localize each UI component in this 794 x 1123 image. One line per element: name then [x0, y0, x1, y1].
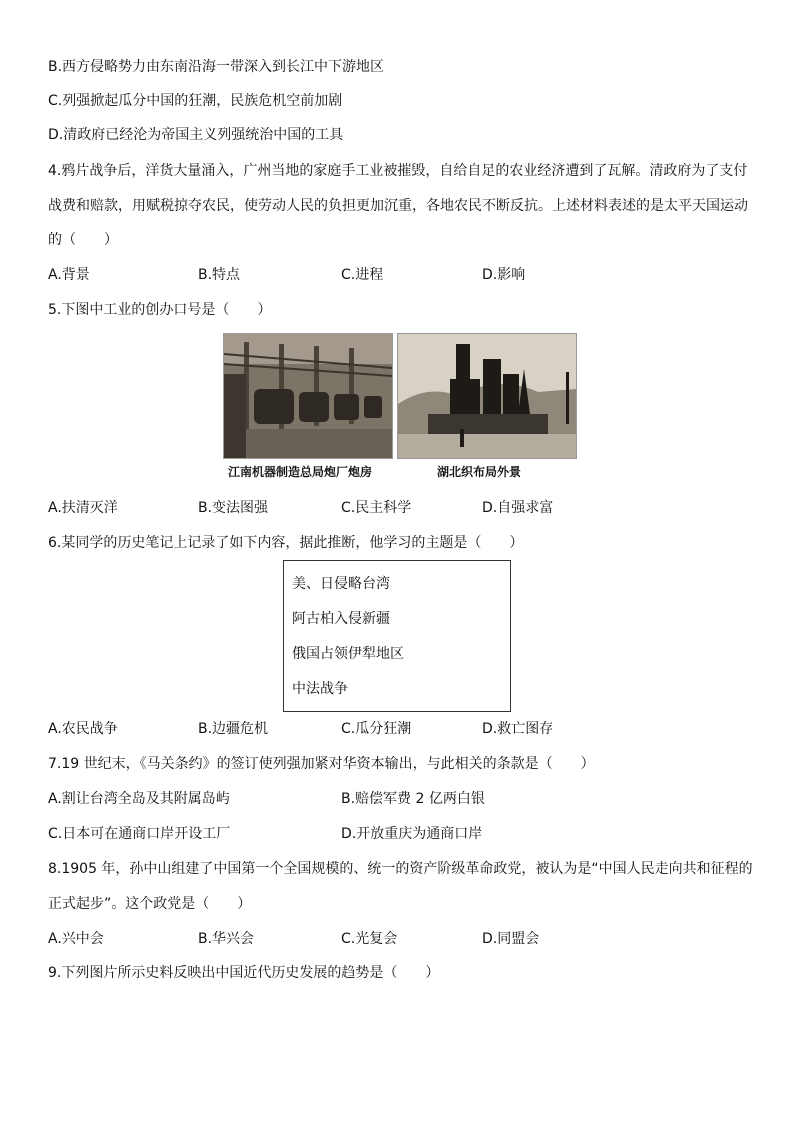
q8-stem-line1: 8.1905 年，孙中山组建了中国第一个全国规模的、统一的资产阶级革命政党，被认为是“中国人民走向共和征程的 — [48, 861, 753, 877]
q5-option-b: B.变法图强 — [198, 500, 269, 516]
q8-option-a: A.兴中会 — [48, 931, 104, 947]
q9-stem: 9.下列图片所示史料反映出中国近代历史发展的趋势是（ ） — [48, 965, 440, 981]
q8-option-b: B.华兴会 — [198, 931, 255, 947]
q4-stem-line2: 战费和赔款，用赋税掠夺农民，使劳动人民的负担更加沉重，各地农民不断反抗。上述材料表述的是太平天国运动 — [48, 198, 748, 214]
q7-stem: 7.19 世纪末，《马关条约》的签订使列强加紧对华资本输出，与此相关的条款是（ ） — [48, 756, 595, 772]
q4-option-b: B.特点 — [198, 267, 241, 283]
q4-stem-line3: 的（ ） — [48, 232, 118, 248]
q5-option-c: C.民主科学 — [341, 500, 412, 516]
note-item: 阿古柏入侵新疆 — [292, 611, 390, 627]
q7-option-c: C.日本可在通商口岸开设工厂 — [48, 826, 231, 842]
note-item: 中法战争 — [292, 681, 348, 697]
note-item: 美、日侵略台湾 — [292, 576, 390, 592]
q6-option-c: C.瓜分狂潮 — [341, 721, 412, 737]
prev-option-d: D.清政府已经沦为帝国主义列强统治中国的工具 — [48, 127, 344, 143]
caption-textile-bureau: 湖北织布局外景 — [437, 465, 522, 479]
q4-option-d: D.影响 — [482, 267, 526, 283]
q8-option-c: C.光复会 — [341, 931, 398, 947]
q6-option-d: D.救亡图存 — [482, 721, 554, 737]
q7-option-a: A.割让台湾全岛及其附属岛屿 — [48, 791, 230, 807]
arsenal-photo — [223, 333, 393, 459]
q4-option-c: C.进程 — [341, 267, 384, 283]
caption-arsenal: 江南机器制造总局炮厂炮房 — [228, 465, 373, 479]
q5-option-a: A.扶清灭洋 — [48, 500, 118, 516]
note-item: 俄国占领伊犁地区 — [292, 646, 404, 662]
q4-stem-line1: 4.鸦片战争后，洋货大量涌入，广州当地的家庭手工业被摧毁，自给自足的农业经济遭到了瓦解。清政府为了支付 — [48, 163, 748, 179]
q6-option-a: A.农民战争 — [48, 721, 118, 737]
q5-stem: 5.下图中工业的创办口号是（ ） — [48, 302, 272, 318]
prev-option-c: C.列强掀起瓜分中国的狂潮，民族危机空前加剧 — [48, 93, 343, 109]
q4-option-a: A.背景 — [48, 267, 90, 283]
q6-option-b: B.边疆危机 — [198, 721, 269, 737]
q8-option-d: D.同盟会 — [482, 931, 540, 947]
q5-option-d: D.自强求富 — [482, 500, 554, 516]
prev-option-b: B.西方侵略势力由东南沿海一带深入到长江中下游地区 — [48, 59, 385, 75]
q7-option-d: D.开放重庆为通商口岸 — [341, 826, 483, 842]
q7-option-b: B.赔偿军费 2 亿两白银 — [341, 791, 485, 807]
history-notes-box — [283, 560, 511, 712]
textile-bureau-photo — [397, 333, 577, 459]
q8-stem-line2: 正式起步”。这个政党是（ ） — [48, 896, 252, 912]
q6-stem: 6.某同学的历史笔记上记录了如下内容，据此推断，他学习的主题是（ ） — [48, 535, 524, 551]
